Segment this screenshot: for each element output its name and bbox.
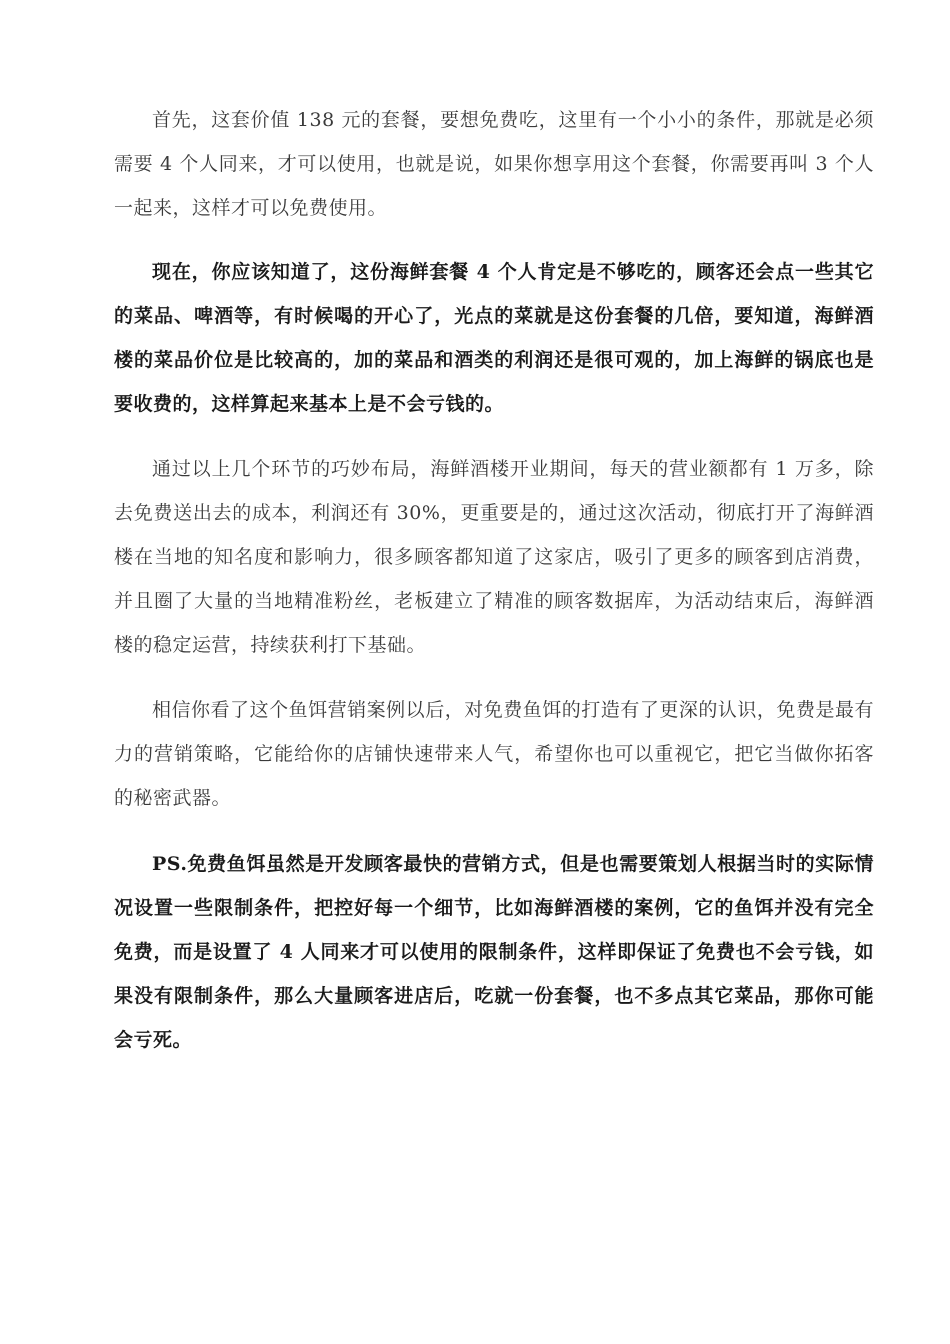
paragraph-conclusion: 相信你看了这个鱼饵营销案例以后，对免费鱼饵的打造有了更深的认识，免费是最有力的营销策略，它能给你的店铺快速带来人气，希望你也可以重视它，把它当做你拓客的秘密武器。 [114,699,874,809]
paragraph-results: 通过以上几个环节的巧妙布局，海鲜酒楼开业期间，每天的营业额都有 1 万多，除去免费送出去的成本，利润还有 30%，更重要是的，通过这次活动，彻底打开了海鲜酒楼在当地的知名度和影响力，很多顾客都知道了这家店，吸引了更多的顾客到店消费，并且圈了大量的当地精准粉丝，老板建立了精准的顾客数据库，为活动结束后，海鲜酒楼的稳定运营，持续获利打下基础。 [114,458,874,656]
paragraph-profit-explanation: 现在，你应该知道了，这份海鲜套餐 4 个人肯定是不够吃的，顾客还会点一些其它的菜品、啤酒等，有时候喝的开心了，光点的菜就是这份套餐的几倍，要知道，海鲜酒楼的菜品价位是比较高的，加的菜品和酒类的利润还是很可观的，加上海鲜的锅底也是要收费的，这样算起来基本上是不会亏钱的。 [114,261,874,415]
paragraph-postscript: PS.免费鱼饵虽然是开发顾客最快的营销方式，但是也需要策划人根据当时的实际情况设置一些限制条件，把控好每一个细节，比如海鲜酒楼的案例，它的鱼饵并没有完全免费，而是设置了 4 人同来才可以使用的限制条件，这样即保证了免费也不会亏钱，如果没有限制条件，那么大量顾客进店后，吃就一份套餐，也不多点其它菜品，那你可能会亏死。 [114,853,874,1051]
document-body [114,98,874,1062]
paragraph-package-condition: 首先，这套价值 138 元的套餐，要想免费吃，这里有一个小小的条件，那就是必须需要 4 个人同来，才可以使用，也就是说，如果你想享用这个套餐，你需要再叫 3 个人一起来，这样才可以免费使用。 [114,109,874,219]
